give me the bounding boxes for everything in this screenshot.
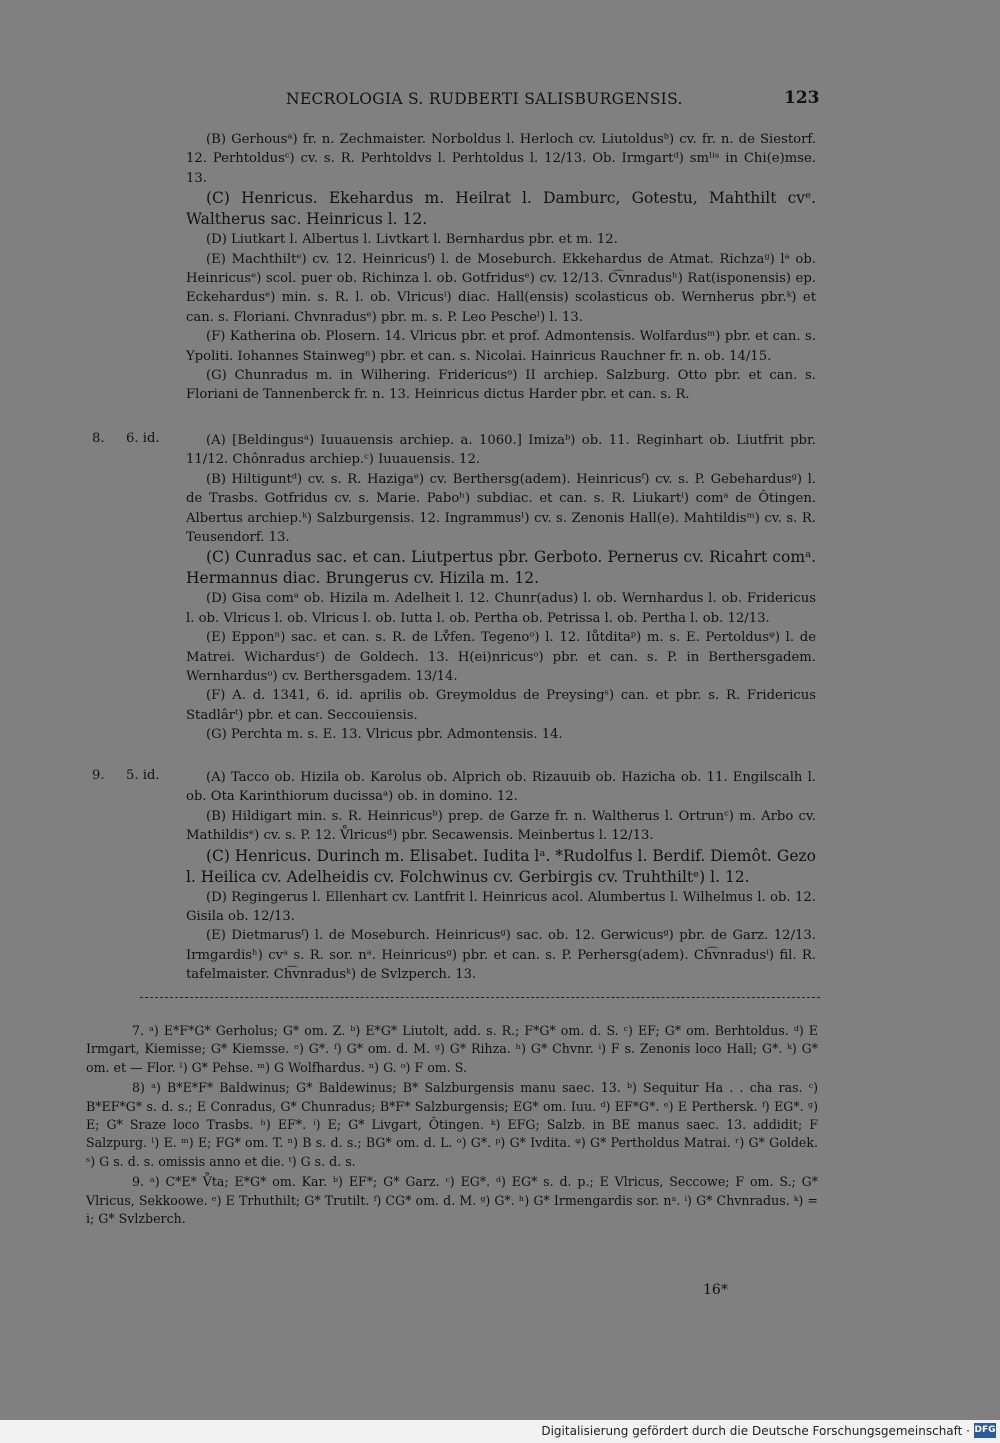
- paragraph-b: (B) Hildigart min. s. R. Heinricusᵇ) prep. de Garze fr. n. Waltherus l. Ortrunᶜ) m. Arbo cv. Mathildisᵉ) cv. s. P. 12. V̊lricusᵈ) pbr. Secawensis. Meinbertus l. 12/13.: [186, 808, 816, 844]
- entry-block-day9: [186, 768, 816, 985]
- paragraph-c: (C) Henricus. Durinch m. Elisabet. Iudita lᵃ. *Rudolfus l. Berdif. Diemôt. Gezo l. Heilica cv. Adelheidis cv. Folchwinus cv. Gerbirgis cv. Truhthiltᵉ) l. 12.: [186, 846, 816, 886]
- paragraph-f: (F) A. d. 1341, 6. id. aprilis ob. Greymoldus de Preysingˢ) can. et pbr. s. R. Fridericus Stadlârᵗ) pbr. et can. Seccouiensis.: [186, 688, 816, 723]
- signature-mark: 16*: [703, 1282, 728, 1298]
- paragraph-c: (C) Henricus. Ekehardus m. Heilrat l. Damburc, Gotestu, Mahthilt cvᵉ. Waltherus sac. Heinricus l. 12.: [186, 189, 816, 229]
- paragraph-f: (F) Katherina ob. Plosern. 14. Vlricus pbr. et prof. Admontensis. Wolfardusᵐ) pbr. et can. s. Ypoliti. Iohannes Stainwegⁿ) pbr. et can. s. Nicolai. Hainricus Rauchner fr. n. ob. 14/15.: [186, 329, 816, 364]
- paragraph-d: (D) Gisa comᵃ ob. Hizila m. Adelheit l. 12. Chunr(adus) l. ob. Wernhardus l. ob. Fridericus l. ob. Vlricus l. ob. Vlricus l. ob. Iutta l. ob. Pertha ob. Petrissa l. ob. Pertha l. ob. 12/13.: [186, 591, 816, 626]
- day-date-8: 6. id.: [126, 431, 160, 446]
- paragraph-e: (E) Epponⁿ) sac. et can. s. R. de Lv̊fen. Tegenoᵒ) l. 12. Iůtditaᵖ) m. s. E. Pertoldusᵠ) l. de Matrei. Wichardusʳ) de Goldech. 13. H(ei)nricusᵒ) pbr. et can. s. P. in Berthersgadem. Wernhardusᵒ) cv. Berthersgadem. 13/14.: [186, 630, 816, 685]
- footnote-8: 8) ᵃ) B*E*F* Baldwinus; G* Baldewinus; B* Salzburgensis manu saec. 13. ᵇ) Sequitur Ha . . cha ras. ᶜ) B*EF*G* s. d. s.; E Conradus, G* Chunradus; B*F* Salzburgensis; EG* om. Iuu. ᵈ) EF*G*. ᵉ) E Perthersk. ᶠ) EG*. ᵍ) E; G* Sraze loco Trasbs. ʰ) EF*. ⁱ) E; G* Livgart, Ôtingen. ᵏ) EFG; Salzb. in BE manus saec. 13. addidit; F Salzpurg. ˡ) E. ᵐ) E; FG* om. T. ⁿ) B s. d. s.; BG* om. d. L. ᵒ) G*. ᵖ) G* Ivdita. ᵠ) G* Pertholdus Matrai. ʳ) G* Goldek. ˢ) G s. d. s. omissis anno et die. ᵗ) G s. d. s.: [86, 1080, 818, 1169]
- footer-credit: Digitalisierung gefördert durch die Deutsche Forschungsgemeinschaft ·: [541, 1424, 970, 1438]
- dfg-logo[interactable]: DFG: [974, 1423, 996, 1438]
- paragraph-g: (G) Perchta m. s. E. 13. Vlricus pbr. Admontensis. 14.: [206, 727, 563, 743]
- day-number-9: 9.: [92, 768, 105, 783]
- footer-bar: [0, 1420, 1000, 1443]
- paragraph-a: (A) Tacco ob. Hizila ob. Karolus ob. Alprich ob. Rizauuib ob. Hazicha ob. 11. Engilscalh l. ob. Ota Karinthiorum ducissaᵃ) ob. in domino. 12.: [186, 770, 816, 805]
- paragraph-d: (D) Regingerus l. Ellenhart cv. Lantfrit l. Heinricus acol. Alumbertus l. Wilhelmus l. ob. 12. Gisila ob. 12/13.: [186, 889, 816, 925]
- paragraph-e: (E) Machthiltᵉ) cv. 12. Heinricusᶠ) l. de Moseburch. Ekkehardus de Atmat. Richzaᵍ) lᵃ ob. Heinricusᵉ) scol. puer ob. Richinza l. ob. Gotfridusᵉ) cv. 12/13. C͡vnradusʰ) Rat(isponensis) ep. Eckehardusᵉ) min. s. R. l. ob. Vlricusⁱ) diac. Hall(ensis) scolasticus ob. Wernherus pbr.ᵏ) et can. s. Floriani. Chvnradusᵉ) pbr. m. s. P. Leo Pescheˡ) l. 13.: [186, 251, 816, 325]
- paragraph-g: (G) Chunradus m. in Wilhering. Fridericusᵒ) II archiep. Salzburg. Otto pbr. et can. s. Floriani de Tannenberck fr. n. 13. Heinricus dictus Harder pbr. et can. s. R.: [186, 368, 816, 403]
- paragraph-b: (B) Hiltiguntᵈ) cv. s. R. Hazigaᵉ) cv. Berthersg(adem). Heinricusᶠ) cv. s. P. Gebehardusᵍ) l. de Trasbs. Gotfridus cv. s. Marie. Paboʰ) subdiac. et can. s. R. Liukartⁱ) comᵃ de Ôtingen. Albertus archiep.ᵏ) Salzburgensis. 12. Ingrammusˡ) cv. s. Zenonis Hall(e). Mahtildisᵐ) cv. s. R. Teusendorf. 13.: [186, 471, 816, 546]
- paragraph-b: (B) Gerhousᵃ) fr. n. Zechmaister. Norboldus l. Herloch cv. Liutoldusᵇ) cv. fr. n. de Siestorf. 12. Perhtoldusᶜ) cv. s. R. Perhtoldvs l. Perhtoldus l. 12/13. Ob. Irmgartᵈ) smˡⁱˢ in Chi(e)mse. 13.: [186, 132, 816, 186]
- paragraph-c: (C) Cunradus sac. et can. Liutpertus pbr. Gerboto. Pernerus cv. Ricahrt comᵃ. Hermannus diac. Brungerus cv. Hizila m. 12.: [186, 548, 816, 588]
- day-number-8: 8.: [92, 431, 105, 446]
- footnotes: [86, 1022, 818, 1230]
- paragraph-e: (E) Dietmarusᶠ) l. de Moseburch. Heinricusᵍ) sac. ob. 12. Gerwicusᵍ) pbr. de Garz. 12/13. Irmgardisʰ) cvᵃ s. R. sor. nᵃ. Heinricusᵍ) pbr. et can. s. P. Perhersg(adem). Ch͡vnradusⁱ) fil. R. tafelmaister. Ch͡vnradusᵏ) de Svlzperch. 13.: [186, 928, 816, 983]
- footnote-9: 9. ᵃ) C*E* V̊ta; E*G* om. Kar. ᵇ) EF*; G* Garz. ᶜ) EG*. ᵈ) EG* s. d. p.; E Vlricus, Seccowe; F om. S.; G* Vlricus, Sekkoowe. ᵉ) E Trhuthilt; G* Trutilt. ᶠ) CG* om. d. M. ᵍ) G*. ʰ) G* Irmengardis sor. nᵃ. ⁱ) G* Chvnradus. ᵏ) = i; G* Svlzberch.: [86, 1174, 818, 1227]
- footnote-7: 7. ᵃ) E*F*G* Gerholus; G* om. Z. ᵇ) E*G* Liutolt, add. s. R.; F*G* om. d. S. ᶜ) EF; G* om. Berhtoldus. ᵈ) E Irmgart, Kiemisse; G* Kiemsse. ᵉ) G*. ᶠ) G* om. d. M. ᵍ) G* Rihza. ʰ) G* Chvnr. ⁱ) F s. Zenonis loco Hall; G*. ᵏ) G* om. et — Flor. ˡ) G* Pehse. ᵐ) G Wolfhardus. ⁿ) G. ᵒ) F om. S.: [86, 1023, 818, 1075]
- entry-block-day8: [186, 431, 816, 745]
- day-date-9: 5. id.: [126, 768, 160, 783]
- running-title: NECROLOGIA S. RUDBERTI SALISBURGENSIS.: [286, 90, 683, 108]
- paragraph-a: (A) [Beldingusᵃ) Iuuauensis archiep. a. 1060.] Imizaᵇ) ob. 11. Reginhart ob. Liutfrit pbr. 11/12. Chônradus archiep.ᶜ) Iuuauensis. 12.: [186, 433, 816, 468]
- page-number: 123: [784, 88, 820, 108]
- entry-block-day7: [186, 130, 816, 405]
- paragraph-d: (D) Liutkart l. Albertus l. Livtkart l. Bernhardus pbr. et m. 12.: [206, 232, 618, 248]
- footnote-divider: [140, 997, 820, 998]
